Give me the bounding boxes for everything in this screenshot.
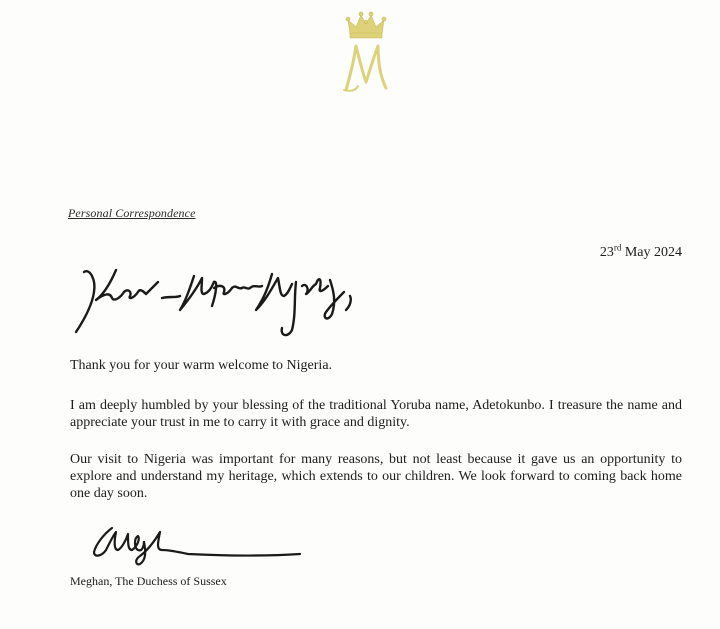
- signoff-name: Meghan, The Duchess of Sussex: [70, 574, 227, 588]
- paragraph-visit: Our visit to Nigeria was important for many reasons, but not least because it gave us an opportunity to explore and understand my heritage, which extends to our children. We look forward to coming back home one day soon.: [70, 452, 682, 501]
- date-day: 23: [599, 245, 614, 260]
- letter-date: [599, 242, 682, 261]
- handwritten-signature: [88, 520, 308, 568]
- personal-correspondence-heading: Personal Correspondence: [68, 206, 196, 220]
- crown-m-monogram-icon: [336, 10, 396, 96]
- paragraph-welcome: Thank you for your warm welcome to Nigeria.: [70, 358, 333, 373]
- paragraph-name-blessing: I am deeply humbled by your blessing of the traditional Yoruba name, Adetokunbo. I treasure the name and appreciate your trust in me to carry it with grace and dignity.: [70, 398, 682, 430]
- date-month-year: May 2024: [621, 245, 682, 260]
- handwritten-salutation: [66, 258, 366, 348]
- date-suffix: rd: [613, 242, 622, 253]
